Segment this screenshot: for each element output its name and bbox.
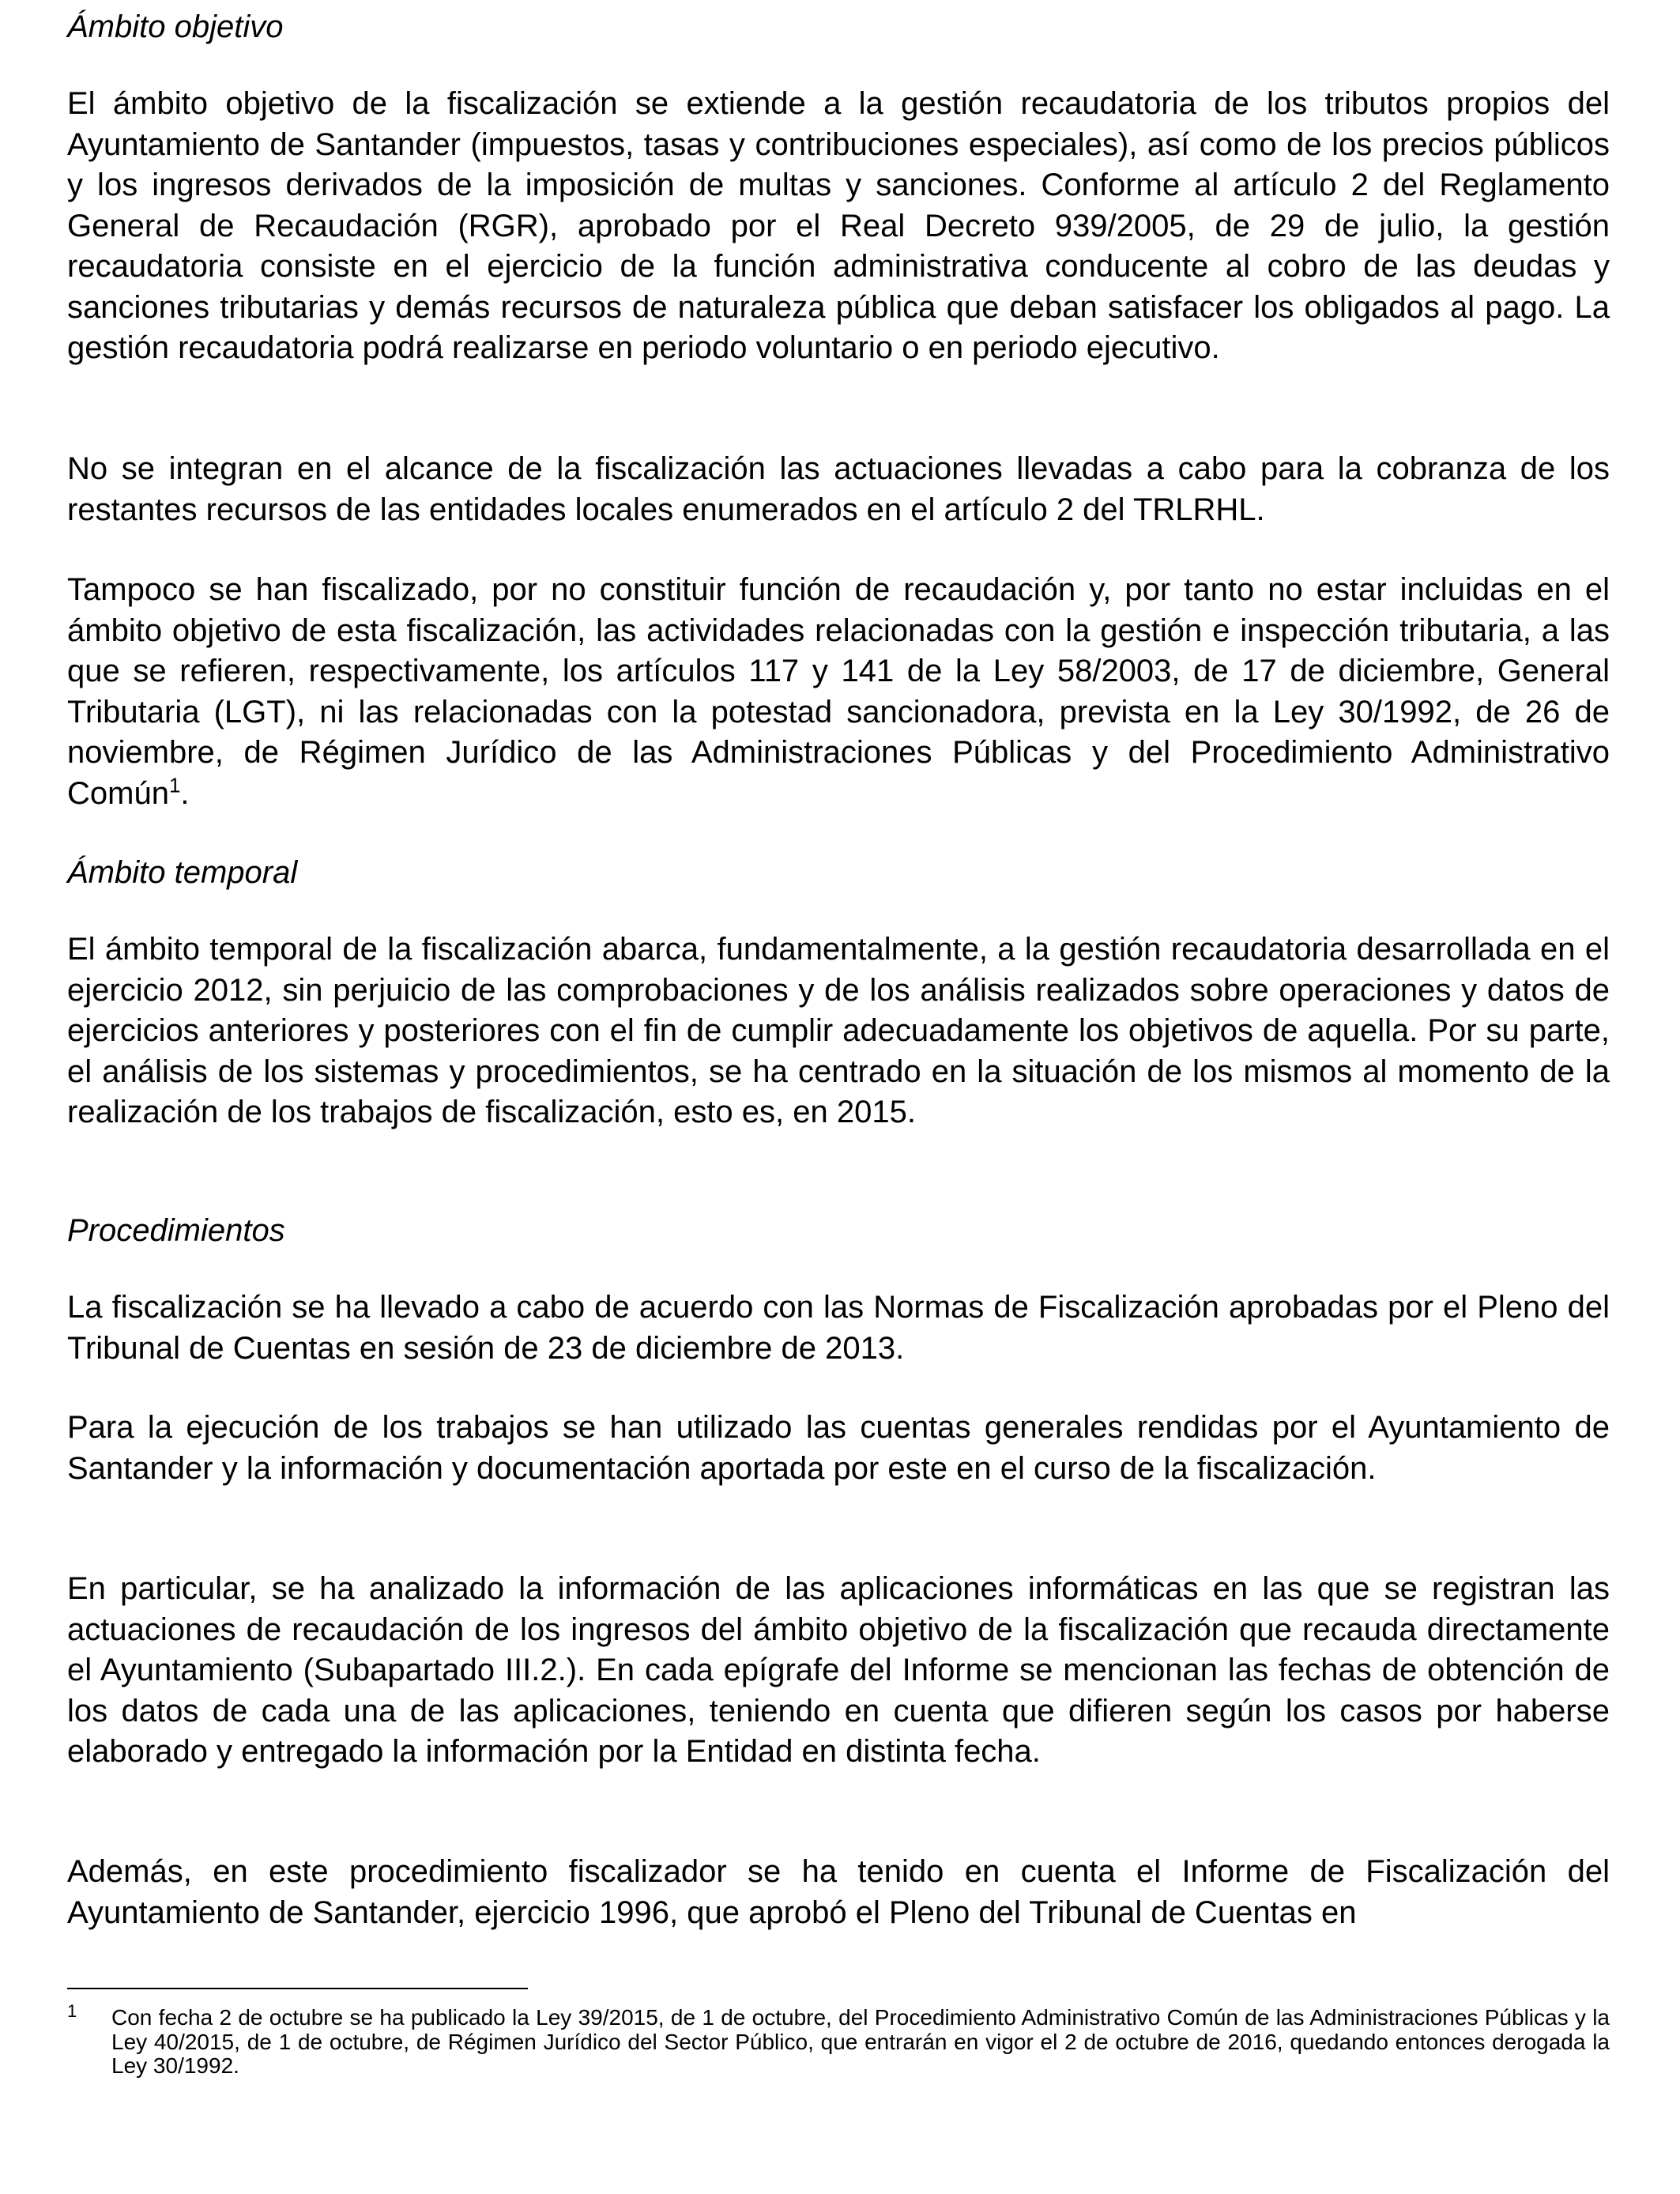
section-heading-ambito-temporal: Ámbito temporal [67, 855, 298, 890]
footnote-number: 1 [67, 2001, 77, 2021]
paragraph: El ámbito objetivo de la fiscalización se extiende a la gestión recaudatoria de los tributos propios del Ayuntamiento de Santander (impuestos, tasas y contribuciones especiales), así como de los precios públicos y los ingresos derivados de la imposición de multas y sanciones. Conforme al artículo 2 del Reglamento General de Recaudación (RGR), aprobado por el Real Decreto 939/2005, de 29 de julio, la gestión recaudatoria consiste en el ejercicio de la función administrativa conducente al cobro de las deudas y sanciones tributarias y demás recursos de naturaleza pública que deban satisfacer los obligados al pago. La gestión recaudatoria podrá realizarse en periodo voluntario o en periodo ejecutivo. [67, 86, 1610, 365]
paragraph: Para la ejecución de los trabajos se han utilizado las cuentas generales rendidas por el Ayuntamiento de Santander y la información y documentación aportada por este en el curso de la fiscalización. [67, 1410, 1610, 1486]
paragraph: En particular, se ha analizado la información de las aplicaciones informáticas en las que se registran las actuaciones de recaudación de los ingresos del ámbito objetivo de la fiscalización que recauda directamente el Ayuntamiento (Subapartado III.2.). En cada epígrafe del Informe se mencionan las fechas de obtención de los datos de cada una de las aplicaciones, teniendo en cuenta que difieren según los casos por haberse elaborado y entregado la información por la Entidad en distinta fecha. [67, 1571, 1610, 1769]
paragraph-end-period: . [180, 775, 190, 811]
footnote-text: Con fecha 2 de octubre se ha publicado la Ley 39/2015, de 1 de octubre, del Procedimiento Administrativo Común de las Administraciones Públicas y la Ley 40/2015, de 1 de octubre, de Régimen Jurídico del Sector Público, que entrarán en vigor el 2 de octubre de 2016, quedando entonces derogada la Ley 30/1992. [111, 2005, 1610, 2078]
paragraph: La fiscalización se ha llevado a cabo de acuerdo con las Normas de Fiscalización aprobadas por el Pleno del Tribunal de Cuentas en sesión de 23 de diciembre de 2013. [67, 1290, 1610, 1366]
footnote [67, 2001, 1610, 2079]
section-heading-ambito-objetivo: Ámbito objetivo [67, 9, 284, 44]
paragraph: Además, en este procedimiento fiscalizador se ha tenido en cuenta el Informe de Fiscalización del Ayuntamiento de Santander, ejercicio 1996, que aprobó el Pleno del Tribunal de Cuentas en [67, 1854, 1610, 1930]
section-heading-procedimientos: Procedimientos [67, 1213, 285, 1248]
footnote-reference: 1 [168, 773, 181, 797]
paragraph [67, 570, 1610, 814]
footnote-separator [67, 1988, 528, 1989]
paragraph-text: Tampoco se han fiscalizado, por no constituir función de recaudación y, por tanto no estar incluidas en el ámbito objetivo de esta fiscalización, las actividades relacionadas con la gestión e inspección tributaria, a las que se refieren, respectivamente, los artículos 117 y 141 de la Ley 58/2003, de 17 de diciembre, General Tributaria (LGT), ni las relacionadas con la potestad sancionadora, prevista en la Ley 30/1992, de 26 de noviembre, de Régimen Jurídico de las Administraciones Públicas y del Procedimiento Administrativo Común [67, 572, 1610, 811]
paragraph: El ámbito temporal de la fiscalización abarca, fundamentalmente, a la gestión recaudatoria desarrollada en el ejercicio 2012, sin perjuicio de las comprobaciones y de los análisis realizados sobre operaciones y datos de ejercicios anteriores y posteriores con el fin de cumplir adecuadamente los objetivos de aquella. Por su parte, el análisis de los sistemas y procedimientos, se ha centrado en la situación de los mismos al momento de la realización de los trabajos de fiscalización, esto es, en 2015. [67, 932, 1610, 1129]
paragraph: No se integran en el alcance de la fiscalización las actuaciones llevadas a cabo para la cobranza de los restantes recursos de las entidades locales enumerados en el artículo 2 del TRLRHL. [67, 451, 1610, 527]
